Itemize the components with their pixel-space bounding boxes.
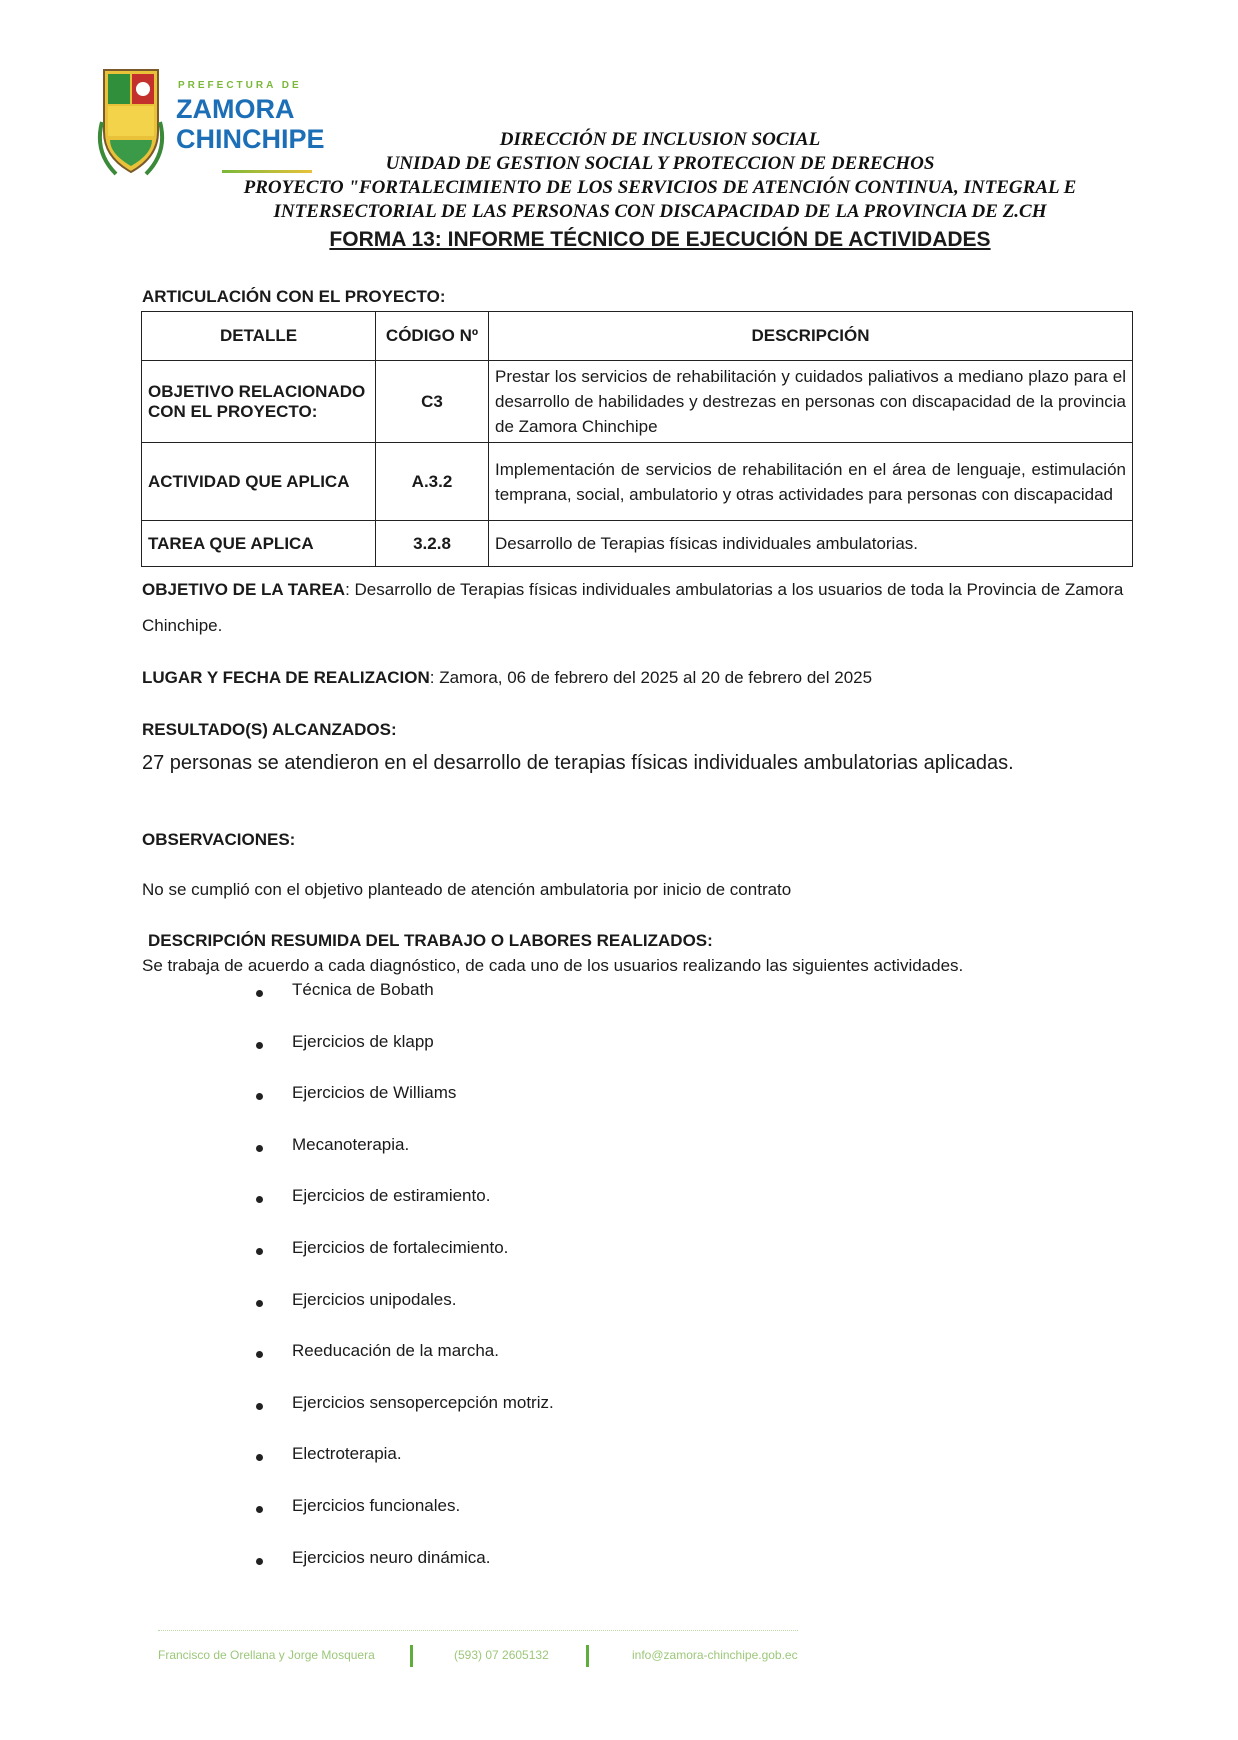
- articulation-heading: ARTICULACIÓN CON EL PROYECTO:: [142, 287, 446, 306]
- header-unit: UNIDAD DE GESTION SOCIAL Y PROTECCION DE DERECHOS: [385, 153, 935, 174]
- list-item: [256, 1186, 554, 1238]
- bullet-icon: [256, 1351, 263, 1358]
- list-item: [256, 1496, 554, 1548]
- bullet-icon: [256, 1506, 263, 1513]
- table-header-row: [142, 312, 1133, 361]
- footer-separator: [410, 1645, 413, 1667]
- activity-text: Mecanoterapia.: [292, 1134, 410, 1154]
- observations-label: OBSERVACIONES:: [142, 830, 296, 849]
- place-date-label: LUGAR Y FECHA DE REALIZACION: [142, 668, 430, 687]
- list-item: [256, 1083, 554, 1135]
- column-header: DETALLE: [142, 312, 376, 361]
- row-code: 3.2.8: [376, 521, 489, 567]
- activity-text: Ejercicios de klapp: [292, 1031, 434, 1051]
- bullet-icon: [256, 1558, 263, 1565]
- bullet-icon: [256, 1196, 263, 1203]
- footer-phone: (593) 07 2605132: [454, 1648, 549, 1662]
- articulation-table: [141, 311, 1133, 567]
- results-text: 27 personas se atendieron en el desarrollo de terapias físicas individuales ambulatorias aplicadas.: [142, 752, 1014, 774]
- row-label: OBJETIVO RELACIONADO CON EL PROYECTO:: [142, 361, 376, 443]
- prefectura-crest-logo: [96, 62, 166, 182]
- header-direction: DIRECCIÓN DE INCLUSION SOCIAL: [499, 129, 821, 150]
- footer-email[interactable]: info@zamora-chinchipe.gob.ec: [632, 1648, 798, 1662]
- task-objective-label: OBJETIVO DE LA TAREA: [142, 580, 346, 599]
- bullet-icon: [256, 1042, 263, 1049]
- list-item: [256, 1238, 554, 1290]
- logo-line2: CHINCHIPE: [176, 124, 325, 154]
- activity-text: Electroterapia.: [292, 1444, 402, 1464]
- summary-intro: Se trabaja de acuerdo a cada diagnóstico, de cada uno de los usuarios realizando las siguientes actividades.: [142, 956, 964, 975]
- results-label: RESULTADO(S) ALCANZADOS:: [142, 720, 397, 739]
- row-description: Desarrollo de Terapias físicas individuales ambulatorias.: [489, 521, 1133, 567]
- footer-separator: [586, 1645, 589, 1667]
- bullet-icon: [256, 1454, 263, 1461]
- bullet-icon: [256, 1300, 263, 1307]
- row-label: TAREA QUE APLICA: [142, 521, 376, 567]
- form-title: FORMA 13: INFORME TÉCNICO DE EJECUCIÓN DE ACTIVIDADES: [329, 228, 991, 251]
- logo-small-text: PREFECTURA DE: [178, 80, 302, 91]
- bullet-icon: [256, 1093, 263, 1100]
- row-description: Implementación de servicios de rehabilitación en el área de lenguaje, estimulación temprana, social, ambulatorio y otras actividades para personas con discapacidad: [489, 443, 1133, 521]
- activity-text: Ejercicios unipodales.: [292, 1289, 457, 1309]
- row-label: ACTIVIDAD QUE APLICA: [142, 443, 376, 521]
- task-objective: [142, 572, 1132, 644]
- activity-text: Reeducación de la marcha.: [292, 1341, 499, 1361]
- row-code: A.3.2: [376, 443, 489, 521]
- bullet-icon: [256, 1403, 263, 1410]
- task-objective-text: : Desarrollo de Terapias físicas individuales ambulatorias a los usuarios de toda la Provincia de Zamora Chinchipe.: [142, 580, 1124, 635]
- table-row: [142, 361, 1133, 443]
- place-date: [142, 660, 1132, 696]
- table-row: [142, 521, 1133, 567]
- observations-text: No se cumplió con el objetivo planteado de atención ambulatoria por inicio de contrato: [142, 880, 792, 899]
- header-project-line2: INTERSECTORIAL DE LAS PERSONAS CON DISCAPACIDAD DE LA PROVINCIA DE Z.CH: [273, 201, 1047, 222]
- activity-text: Ejercicios sensopercepción motriz.: [292, 1392, 554, 1412]
- column-header: CÓDIGO Nº: [376, 312, 489, 361]
- row-code: C3: [376, 361, 489, 443]
- activity-text: Ejercicios de estiramiento.: [292, 1186, 491, 1206]
- place-date-text: : Zamora, 06 de febrero del 2025 al 20 de febrero del 2025: [429, 668, 873, 687]
- footer-divider: [158, 1630, 798, 1632]
- logo-line1: ZAMORA: [176, 94, 295, 124]
- list-item: [256, 1341, 554, 1393]
- header-project-line1: PROYECTO "FORTALECIMIENTO DE LOS SERVICIOS DE ATENCIÓN CONTINUA, INTEGRAL E: [243, 177, 1077, 198]
- list-item: [256, 1135, 554, 1187]
- bullet-icon: [256, 1248, 263, 1255]
- list-item: [256, 1444, 554, 1496]
- summary-label: DESCRIPCIÓN RESUMIDA DEL TRABAJO O LABORES REALIZADOS:: [148, 931, 713, 950]
- activity-text: Ejercicios neuro dinámica.: [292, 1547, 491, 1567]
- activity-text: Ejercicios de Williams: [292, 1083, 457, 1103]
- list-item: [256, 980, 554, 1032]
- column-header: DESCRIPCIÓN: [489, 312, 1133, 361]
- activity-text: Técnica de Bobath: [292, 980, 434, 999]
- row-description: Prestar los servicios de rehabilitación y cuidados paliativos a mediano plazo para el desarrollo de habilidades y destrezas en personas con discapacidad de la provincia de Zamora Chinchipe: [489, 361, 1133, 443]
- activity-text: Ejercicios de fortalecimiento.: [292, 1237, 509, 1257]
- list-item: [256, 1032, 554, 1084]
- bullet-icon: [256, 990, 263, 997]
- activities-list: [256, 980, 554, 1599]
- table-row: [142, 443, 1133, 521]
- activity-text: Ejercicios funcionales.: [292, 1495, 461, 1515]
- list-item: [256, 1393, 554, 1445]
- list-item: [256, 1290, 554, 1342]
- list-item: [256, 1548, 554, 1600]
- bullet-icon: [256, 1145, 263, 1152]
- footer-address: Francisco de Orellana y Jorge Mosquera: [158, 1648, 375, 1662]
